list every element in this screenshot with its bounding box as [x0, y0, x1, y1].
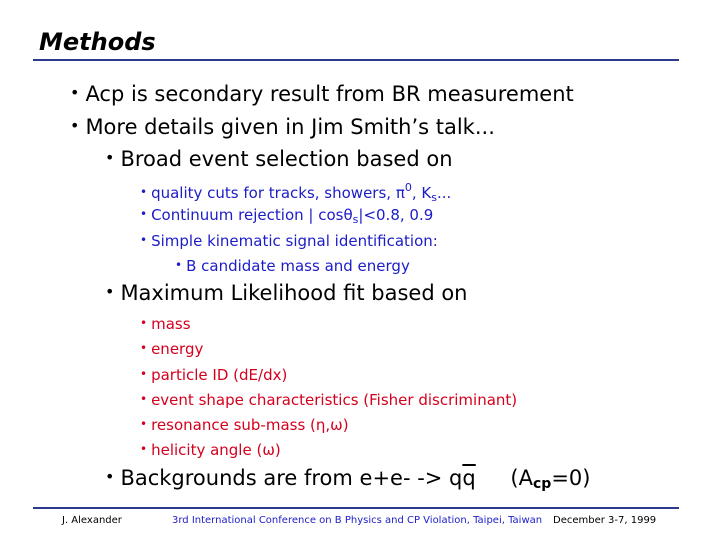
- acp-label: (A: [510, 466, 533, 490]
- fit-item: [140, 391, 517, 409]
- bullet-marker: •: [140, 185, 148, 199]
- bullet-marker: •: [140, 316, 148, 330]
- bullet-marker: •: [140, 341, 148, 355]
- bullet-acp: [70, 82, 574, 106]
- footer-date: December 3-7, 1999: [553, 515, 657, 526]
- bullet-ml-fit-text: Maximum Likelihood fit based on: [120, 281, 468, 305]
- backgrounds-text: Backgrounds are from e+e- -> q: [120, 466, 463, 490]
- fit-item: [140, 315, 191, 333]
- bullet-marker: •: [105, 282, 115, 301]
- theta-symbol: θ: [343, 206, 353, 224]
- item-kinematic-id: [140, 232, 438, 250]
- theta-subscript: s: [352, 213, 359, 226]
- bullet-marker: •: [175, 258, 183, 272]
- item-b-candidate-text: B candidate mass and energy: [186, 257, 410, 275]
- fit-item-text: helicity angle (ω): [151, 441, 281, 459]
- bullet-event-selection: [105, 147, 453, 171]
- footer-conference: 3rd International Conference on B Physics and CP Violation, Taipei, Taiwan: [172, 515, 543, 526]
- fit-item: [140, 366, 287, 384]
- bullet-details: [70, 115, 495, 139]
- fit-item-text: resonance sub-mass (η,ω): [151, 416, 349, 434]
- footer-author: J. Alexander: [62, 515, 122, 526]
- item-b-candidate: [175, 257, 410, 275]
- fit-item-text: mass: [151, 315, 191, 333]
- bullet-backgrounds: [105, 466, 590, 492]
- bullet-marker: •: [140, 367, 148, 381]
- bullet-marker: •: [140, 392, 148, 406]
- bullet-marker: •: [105, 467, 115, 486]
- item-continuum-rejection: [140, 206, 433, 226]
- fit-item: [140, 416, 349, 434]
- bullet-event-selection-text: Broad event selection based on: [120, 147, 453, 171]
- bullet-acp-text: Acp is secondary result from BR measurement: [85, 82, 574, 106]
- continuum-cut-value: |<0.8, 0.9: [358, 206, 434, 224]
- bullet-marker: •: [140, 442, 148, 456]
- qbar-symbol: $\overline{q}$: [462, 466, 476, 490]
- fit-item-text: energy: [151, 340, 204, 358]
- item-kinematic-id-text: Simple kinematic signal identification:: [151, 232, 438, 250]
- k-symbol: , K: [411, 184, 432, 202]
- k-subscript: s: [431, 191, 437, 204]
- item-quality-cuts: [140, 181, 451, 204]
- bullet-marker: •: [140, 417, 148, 431]
- pi-symbol: π: [395, 184, 405, 202]
- fit-item: [140, 340, 203, 358]
- slide-title: Methods: [39, 28, 156, 56]
- item-quality-cuts-text: quality cuts for tracks, showers,: [151, 184, 392, 202]
- fit-item-text: particle ID (dE/dx): [151, 366, 288, 384]
- bullet-ml-fit: [105, 281, 468, 305]
- fit-item-text: event shape characteristics (Fisher discriminant): [151, 391, 518, 409]
- title-divider: [33, 59, 679, 61]
- fit-item: [140, 441, 281, 459]
- bullet-marker: •: [105, 148, 115, 167]
- bullet-details-text: More details given in Jim Smith’s talk...: [85, 115, 495, 139]
- bullet-marker: •: [140, 207, 148, 221]
- acp-subscript: cp: [532, 476, 552, 492]
- continuum-text: Continuum rejection | cos: [151, 206, 344, 224]
- footer-divider: [33, 507, 679, 509]
- bullet-marker: •: [70, 116, 80, 135]
- acp-value: =0): [551, 466, 591, 490]
- bullet-marker: •: [70, 83, 80, 102]
- bullet-marker: •: [140, 233, 148, 247]
- pi-superscript: 0: [404, 181, 412, 194]
- ellipsis: ...: [436, 184, 452, 202]
